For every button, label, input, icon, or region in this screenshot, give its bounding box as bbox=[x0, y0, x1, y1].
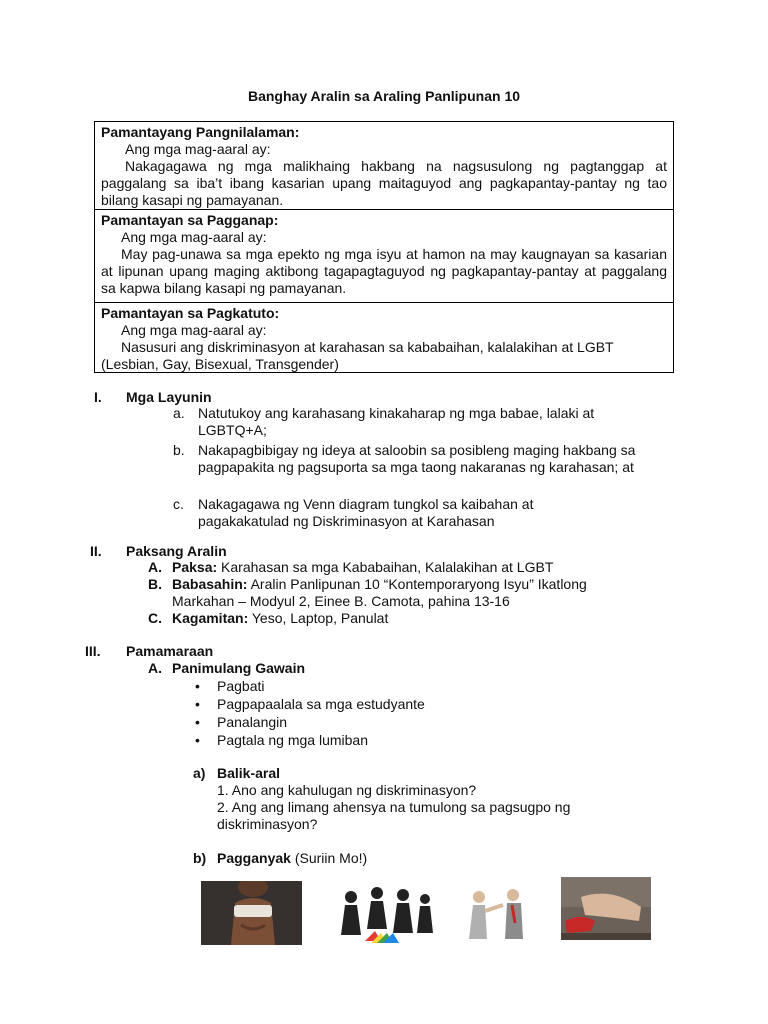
bullet-icon: • bbox=[195, 714, 200, 730]
standard-body: Nakagagawa ng mga malikhaing hakbang na nagsusulong ng pagtanggap at paggalang sa iba’t ibang kasarian upang maitaguyod ang pagkapantay-pantay ng tao bilang kasapi ng pamayanan. bbox=[101, 158, 667, 208]
topic-value: Karahasan sa mga Kababaihan, Kalalakihan at LGBT bbox=[217, 559, 554, 575]
bullet-icon: • bbox=[195, 678, 200, 694]
section-1-numeral: I. bbox=[94, 389, 102, 405]
bullet-text: Pagpapaalala sa mga estudyante bbox=[217, 696, 425, 712]
objective-label: b. bbox=[173, 442, 185, 458]
section-2-numeral: II. bbox=[90, 543, 102, 559]
reading-label: B. bbox=[148, 576, 162, 592]
objective-text: Nakagagawa ng Venn diagram tungkol sa kaibahan at pagakakatulad ng Diskriminasyon at Karahasan bbox=[198, 496, 534, 529]
standard-body: May pag-unawa sa mga epekto ng mga isyu at hamon na may kaugnayan sa kasarian at lipunan upang maging aktibong tagapagtaguyod ng pagkapantay-pantay at paggalang sa kapwa bilang kasapi ng pamayanan. bbox=[101, 246, 667, 296]
illustration-crowd bbox=[331, 883, 439, 947]
review-question-1: 1. Ano ang kahulugan ng diskriminasyon? bbox=[217, 782, 477, 798]
bullet-icon: • bbox=[195, 696, 200, 712]
section-3-numeral: III. bbox=[85, 643, 101, 659]
objective-text: Nakapagbibigay ng ideya at saloobin sa posibleng maging hakbang sa pagpapakita ng pagsuporta sa mga taong nakaranas ng karahasan; at bbox=[198, 442, 636, 475]
motivation-line bbox=[217, 850, 367, 867]
reading-continuation: Markahan – Modyul 2, Einee B. Camota, pahina 13-16 bbox=[172, 593, 510, 609]
photo-child bbox=[201, 881, 302, 945]
materials-key: Kagamitan: bbox=[172, 610, 249, 626]
photo-feet bbox=[561, 877, 651, 940]
standard-content-cell bbox=[94, 121, 674, 210]
standard-learning-cell bbox=[94, 303, 674, 373]
materials-line bbox=[172, 610, 388, 627]
objective-label: c. bbox=[173, 496, 184, 512]
topic-key: Paksa: bbox=[172, 559, 218, 575]
standard-intro: Ang mga mag-aaral ay: bbox=[121, 322, 267, 338]
motivation-label: b) bbox=[193, 850, 207, 866]
section-2-heading: Paksang Aralin bbox=[126, 543, 227, 559]
bullet-icon: • bbox=[195, 732, 200, 748]
subsection-label: A. bbox=[148, 660, 162, 676]
document-title: Banghay Aralin sa Araling Panlipunan 10 bbox=[247, 88, 521, 104]
bullet-text: Panalangin bbox=[217, 714, 288, 730]
subsection-heading: Panimulang Gawain bbox=[172, 660, 306, 676]
review-label: a) bbox=[193, 765, 206, 781]
illustration-conflict bbox=[455, 883, 537, 947]
reading-key: Babasahin: bbox=[172, 576, 248, 592]
standard-performance-cell bbox=[94, 210, 674, 303]
standard-heading: Pamantayan sa Pagkatuto: bbox=[101, 305, 280, 321]
reading-line bbox=[172, 576, 587, 593]
standard-heading: Pamantayan sa Pagganap: bbox=[101, 212, 279, 228]
motivation-heading: Pagganyak bbox=[217, 850, 291, 866]
motivation-note: (Suriin Mo!) bbox=[290, 850, 368, 866]
review-heading: Balik-aral bbox=[217, 765, 281, 781]
standard-body: Nasusuri ang diskriminasyon at karahasan sa kababaihan, kalalakihan at LGBT (Lesbian, Gay, Bisexual, Transgender) bbox=[101, 339, 614, 372]
standard-intro: Ang mga mag-aaral ay: bbox=[125, 141, 271, 157]
section-1-heading: Mga Layunin bbox=[126, 389, 212, 405]
section-3-heading: Pamamaraan bbox=[126, 643, 214, 659]
topic-label: A. bbox=[148, 559, 162, 575]
standard-heading: Pamantayang Pangnilalaman: bbox=[101, 124, 300, 140]
bullet-text: Pagtala ng mga lumiban bbox=[217, 732, 368, 748]
bullet-text: Pagbati bbox=[217, 678, 265, 694]
objective-text: Natutukoy ang karahasang kinakaharap ng mga babae, lalaki at LGBTQ+A; bbox=[198, 405, 595, 438]
objective-label: a. bbox=[173, 405, 185, 421]
topic-line bbox=[172, 559, 553, 576]
reading-value: Aralin Panlipunan 10 “Kontemporaryong Isyu” Ikatlong bbox=[247, 576, 587, 592]
standard-intro: Ang mga mag-aaral ay: bbox=[121, 229, 267, 245]
materials-label: C. bbox=[148, 610, 162, 626]
review-question-2-cont: diskriminasyon? bbox=[217, 816, 318, 832]
review-question-2: 2. Ang ang limang ahensya na tumulong sa pagsugpo ng bbox=[217, 799, 571, 815]
materials-value: Yeso, Laptop, Panulat bbox=[248, 610, 389, 626]
